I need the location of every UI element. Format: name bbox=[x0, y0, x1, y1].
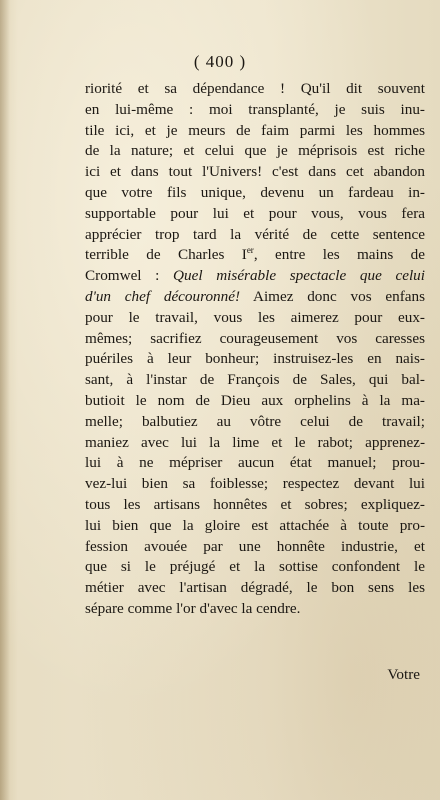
text-line: tile ici, et je meurs de faim parmi les hommes bbox=[85, 121, 425, 139]
catchword: Votre bbox=[387, 666, 420, 683]
text-line: vez-lui bien sa foiblesse; respectez devant lui bbox=[85, 475, 425, 493]
text-run: Aimez donc vos enfans bbox=[240, 287, 425, 305]
text-line: puériles à leur bonheur; instruisez-les en nais- bbox=[85, 350, 425, 368]
text-line: mêmes; sacrifiez courageusement vos caresses bbox=[85, 329, 425, 347]
text-line: que votre fils unique, devenu un fardeau in- bbox=[85, 183, 425, 201]
text-line: melle; balbutiez au vôtre celui de travail; bbox=[85, 412, 425, 430]
italic-quote: d'un chef découronné! bbox=[85, 287, 241, 305]
text-line: que si le préjugé et la sottise confondent le bbox=[85, 558, 425, 576]
text-line: de la nature; et celui que je méprisois est riche bbox=[85, 142, 425, 160]
text-line: ici et dans tout l'Univers! c'est dans cet abandon bbox=[85, 163, 425, 181]
text-line: métier avec l'artisan dégradé, le bon sens les bbox=[85, 579, 425, 597]
text-line: butioit le nom de Dieu aux orphelins à la ma- bbox=[85, 391, 425, 409]
text-line: sépare comme l'or d'avec la cendre. bbox=[85, 599, 301, 617]
page-number: ( 400 ) bbox=[193, 52, 247, 71]
italic-quote: Quel misérable spectacle que celui bbox=[173, 267, 425, 285]
text-run: , entre les mains de bbox=[253, 246, 425, 264]
text-line: maniez avec lui la lime et le rabot; apprenez- bbox=[85, 433, 425, 451]
text-line bbox=[85, 287, 425, 308]
text-line: apprécier trop tard la vérité de cette sentence bbox=[85, 225, 425, 243]
text-line: pour le travail, vous les aimerez pour eux- bbox=[85, 308, 425, 326]
text-line: lui à ne mépriser aucun état manuel; prou- bbox=[85, 454, 425, 472]
text-line: tous les artisans honnêtes et sobres; expliquez- bbox=[85, 495, 425, 513]
superscript: er bbox=[246, 245, 254, 256]
text-line: sant, à l'instar de François de Sales, qui bal- bbox=[85, 371, 425, 389]
text-line bbox=[85, 266, 425, 287]
text-line: en lui-même : moi transplanté, je suis inu- bbox=[85, 100, 425, 118]
text-run: Cromwel : bbox=[85, 267, 174, 285]
text-line: fession avouée par une honnête industrie, et bbox=[85, 537, 425, 555]
text-line: supportable pour lui et pour vous, vous fera bbox=[85, 204, 425, 222]
page-gutter-shadow bbox=[0, 0, 10, 800]
text-line bbox=[85, 245, 425, 266]
text-run: terrible de Charles I bbox=[85, 246, 247, 264]
body-text bbox=[85, 79, 425, 620]
text-line: lui bien que la gloire est attachée à toute pro- bbox=[85, 516, 425, 534]
text-line: riorité et sa dépendance ! Qu'il dit souvent bbox=[85, 80, 425, 97]
